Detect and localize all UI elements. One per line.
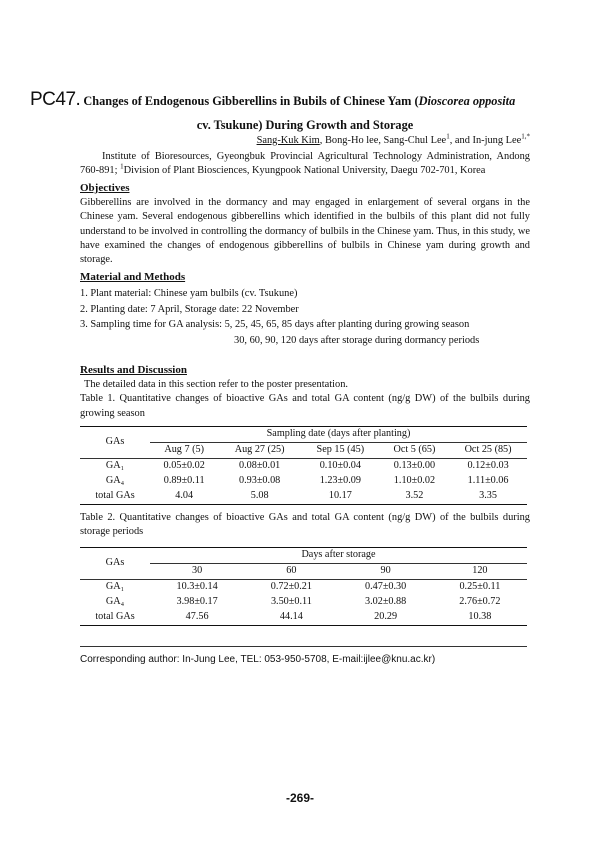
table1-col: Sep 15 (45) [301,443,380,459]
table-row [80,474,527,489]
table1-cell: 0.05±0.02 [163,460,205,472]
table1-col: Oct 5 (65) [380,443,449,459]
table1-cell: 10.17 [301,489,380,505]
table2-cell: 0.25±0.11 [459,581,501,593]
table1-caption: Table 1. Quantitative changes of bioactive GAs and total GA content (ng/g DW) of the bulbils during growing season [80,393,530,419]
objectives-heading: Objectives [80,182,130,194]
table2-cell: 3.98±0.17 [176,596,218,608]
table1-col: Aug 7 (5) [150,443,218,459]
table1-cell: 1.10±0.02 [393,475,436,487]
first-author: Sang-Kuk Kim [256,135,320,146]
table-row [80,595,527,610]
table2-cell: 3.50±0.11 [270,596,312,608]
affiliation-2: Division of Plant Biosciences, Kyungpook National University, Daegu 702-701, Korea [123,165,486,177]
table1-cell: 4.04 [150,489,218,505]
results-text [80,378,530,421]
table1-row-label: GA₄ [105,475,125,487]
author-list [80,134,530,148]
methods-item: 2. Planting date: 7 April, Storage date: 22 November [80,303,299,315]
table1-cell: 3.52 [380,489,449,505]
affiliation-1: Institute of Bioresources, Gyeongbuk Provincial Agricultural Technology Administration, Andong 760-891; [80,151,530,177]
table2-rowhead: GAs [80,548,150,580]
table1-cell: 0.89±0.11 [163,475,205,487]
methods-item: 1. Plant material: Chinese yam bulbils (cv. Tsukune) [80,288,298,299]
methods-list [80,287,530,349]
methods-heading: Material and Methods [80,271,186,283]
table2-cell: 0.47±0.30 [365,581,407,593]
table2-row-label: GA₁ [105,581,125,593]
table2-cell: 0.72±0.21 [270,581,312,593]
table2-caption: Table 2. Quantitative changes of bioactive GAs and total GA content (ng/g DW) of the bulbils during storage periods [80,512,530,538]
table2-col: 30 [150,564,244,580]
paper-title [30,88,580,137]
table2-cell: 10.38 [433,610,527,626]
table2-col: 60 [244,564,338,580]
table-2 [80,547,527,626]
table2-cell: 47.56 [150,610,244,626]
results-line: The detailed data in this section refer to the poster presentation. [84,379,349,390]
table1-cell: 3.35 [449,489,527,505]
results-heading: Results and Discussion [80,364,187,376]
table2-cell: 3.02±0.88 [365,596,407,608]
table-1 [80,426,527,505]
table-row [80,489,527,505]
table1-cell: 0.08±0.01 [239,460,281,472]
objectives-text: Gibberellins are involved in the dormancy and may engaged in enlargement of several organs in the Chinese yam. Several endogenous gibberellins which identified in the bulbils of this plant did not fully understand to be involved in controlling the dormancy of bulbils in the Chinese yam. Thus, in this study, we have examined the changes of endogenous gibberellins of bulbils in Chinese yam during growth and storage. [80,197,530,266]
table-row [80,459,527,475]
table2-row-label: total GAs [80,610,150,626]
table2-cell: 44.14 [244,610,338,626]
table1-col: Oct 25 (85) [449,443,527,459]
title-line1: Changes of Endogenous Gibberellins in Bubils of Chinese Yam ( [83,94,419,108]
table2-col: 120 [433,564,527,580]
table1-col: Aug 27 (25) [218,443,301,459]
table1-row-label: total GAs [80,489,150,505]
title-line2: cv. Tsukune) During Growth and Storage [196,118,414,132]
table2-row-label: GA₄ [105,596,125,608]
methods-item: 3. Sampling time for GA analysis: 5, 25, 45, 65, 85 days after planting during growing season [80,319,470,330]
table-row [80,610,527,626]
author-sup-1: 1 [446,132,450,141]
table1-cell: 0.13±0.00 [393,460,436,472]
table2-cell: 10.3±0.14 [176,581,218,593]
corresponding-author: Corresponding author: In-Jung Lee, TEL: 053-950-5708, E-mail:ijlee@knu.ac.kr) [80,654,436,665]
author-text-2: , and In-jung Lee [449,135,522,146]
table2-cell: 2.76±0.72 [459,596,501,608]
table2-group-header: Days after storage [150,548,527,564]
table1-cell: 1.11±0.06 [467,475,509,487]
affiliation [80,150,530,179]
table1-row-label: GA₁ [105,460,125,472]
table2-col: 90 [339,564,433,580]
methods-item: 30, 60, 90, 120 days after storage during dormancy periods [234,334,480,346]
page-number: -269- [285,791,314,805]
table1-rowhead: GAs [80,427,150,459]
table1-group-header: Sampling date (days after planting) [150,427,527,443]
table-row [80,580,527,596]
table1-cell: 0.12±0.03 [467,460,509,472]
table1-cell: 5.08 [218,489,301,505]
author-sup-2: 1,* [521,132,530,141]
title-species: Dioscorea opposita [418,94,516,108]
table2-cell: 20.29 [339,610,433,626]
affiliation-sup: 1 [120,162,124,171]
poster-code: PC47. [30,89,81,110]
table1-cell: 0.10±0.04 [319,460,361,472]
author-text-1: , Bong-Ho lee, Sang-Chul Lee [319,135,447,146]
table1-cell: 1.23±0.09 [319,475,361,487]
footer-divider [80,646,527,647]
table1-cell: 0.93±0.08 [239,475,281,487]
